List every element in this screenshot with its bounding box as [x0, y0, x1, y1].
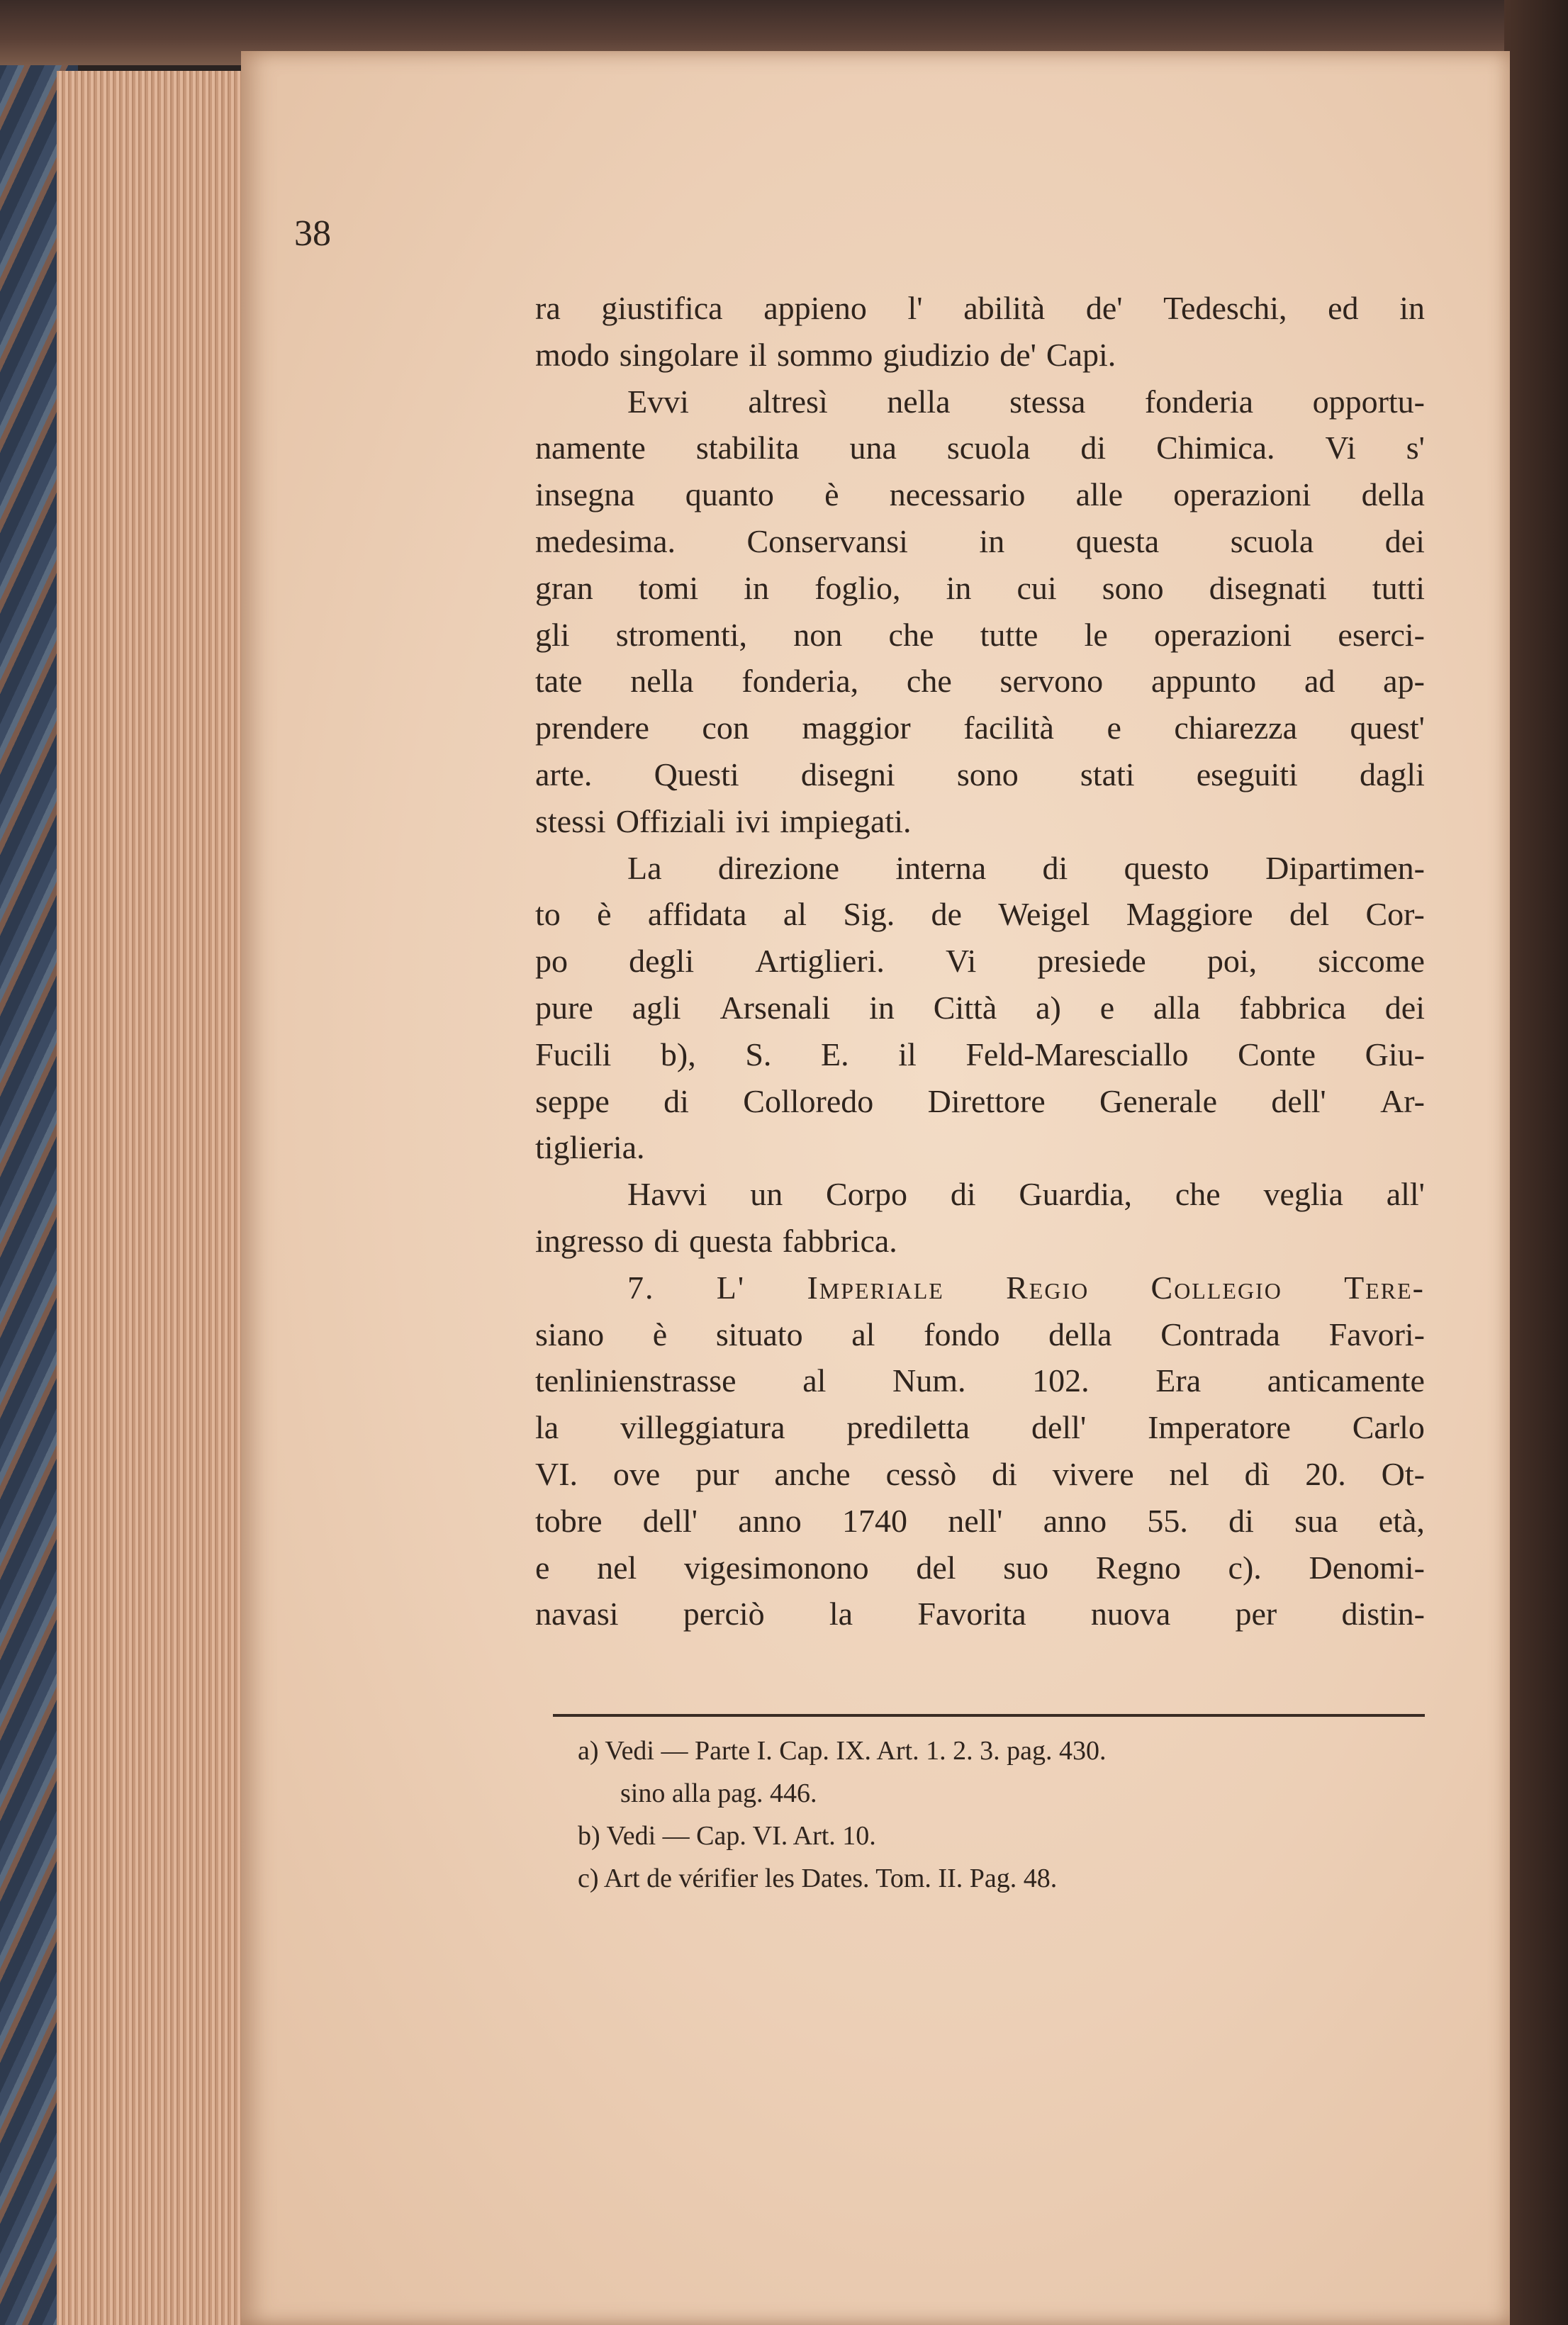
word: in: [744, 569, 770, 606]
word: anticamente: [1267, 1362, 1425, 1399]
word: che: [888, 616, 934, 653]
word: a): [1036, 989, 1061, 1026]
word: necessario: [889, 476, 1026, 513]
page-number: 38: [294, 213, 331, 254]
word: nell': [948, 1502, 1003, 1539]
word: giustifica: [601, 290, 723, 326]
word: nel: [1169, 1455, 1209, 1492]
word: opportu-: [1312, 383, 1425, 420]
word: Collegio: [1150, 1269, 1282, 1306]
footnote: sino alla pag. 446.: [620, 1778, 817, 1808]
text-line: [535, 1124, 1425, 1171]
word: perciò: [683, 1596, 765, 1632]
word: Conte: [1238, 1036, 1316, 1072]
word: singolare: [619, 336, 739, 373]
word: E.: [821, 1036, 849, 1072]
word: Denomi-: [1309, 1549, 1425, 1586]
word: della: [1361, 476, 1425, 513]
word: modo: [535, 336, 610, 373]
word: Vi: [1325, 430, 1356, 466]
text-line: [535, 1311, 1425, 1358]
word: distin-: [1341, 1596, 1425, 1632]
word: tate: [535, 663, 583, 700]
word: interna: [895, 849, 987, 886]
word: S.: [745, 1036, 772, 1072]
word: l': [907, 290, 923, 326]
word: poi,: [1206, 943, 1258, 980]
word: ra: [535, 290, 561, 326]
word: Offiziali: [615, 802, 726, 839]
word: di: [1228, 1502, 1254, 1539]
word: altresì: [748, 383, 828, 420]
word: Carlo: [1352, 1409, 1425, 1446]
text-line: [535, 612, 1425, 659]
word: in: [869, 989, 895, 1026]
word: non: [793, 616, 843, 653]
word: per: [1235, 1596, 1277, 1632]
text-line: [535, 1265, 1425, 1311]
text-line: [535, 798, 1425, 845]
word: sua: [1294, 1502, 1338, 1539]
word: seppe: [535, 1082, 610, 1119]
word: fabbrica.: [782, 1222, 897, 1259]
word: ad: [1304, 663, 1335, 700]
word: impiegati.: [780, 802, 912, 839]
word: stessa: [1009, 383, 1086, 420]
word: direzione: [717, 849, 840, 886]
footnote-divider: [553, 1714, 1425, 1717]
word: 102.: [1032, 1362, 1090, 1399]
word: Direttore: [927, 1082, 1046, 1119]
word: c).: [1228, 1549, 1262, 1586]
word: 55.: [1147, 1502, 1188, 1539]
word: in: [1399, 290, 1425, 326]
word: tenlinienstrasse: [535, 1362, 737, 1399]
word: questo: [1124, 849, 1209, 886]
word: operazioni: [1173, 476, 1311, 513]
text-line: [535, 1498, 1425, 1545]
word: insegna: [535, 476, 635, 513]
word: questa: [1075, 522, 1160, 559]
text-line: [535, 938, 1425, 985]
word: tiglieria.: [535, 1129, 645, 1166]
text-line: [535, 1591, 1425, 1637]
word: le: [1084, 616, 1108, 653]
word: situato: [715, 1316, 803, 1352]
word: appunto: [1150, 663, 1257, 700]
word: operazioni: [1154, 616, 1292, 653]
word: Vi: [946, 943, 977, 980]
text-line: [535, 1451, 1425, 1498]
word: Tedeschi,: [1163, 290, 1287, 326]
text-line: [535, 1171, 1425, 1218]
word: Imperatore: [1148, 1409, 1291, 1446]
word: chiarezza: [1174, 710, 1297, 746]
word: nella: [630, 663, 694, 700]
word: facilità: [963, 710, 1054, 746]
word: con: [702, 710, 749, 746]
text-line: [535, 1357, 1425, 1404]
word: Chimica.: [1156, 430, 1275, 466]
word: cui: [1017, 569, 1057, 606]
word: gran: [535, 569, 593, 606]
word: dei: [1384, 989, 1425, 1026]
word: Corpo: [826, 1176, 908, 1213]
word: Giu-: [1365, 1036, 1425, 1072]
word: b),: [660, 1036, 696, 1072]
text-line: [535, 518, 1425, 565]
word: s': [1406, 430, 1425, 466]
word: L': [716, 1269, 746, 1306]
word: 1740: [841, 1502, 907, 1539]
footnote: a) Vedi — Parte I. Cap. IX. Art. 1. 2. 3. pag. 430.: [578, 1736, 1107, 1766]
word: e: [1099, 989, 1115, 1026]
word: dell': [1271, 1082, 1326, 1119]
word: siccome: [1318, 943, 1425, 980]
binding-right-edge: [1504, 0, 1568, 2325]
word: di: [663, 1082, 689, 1119]
word: dell': [1031, 1409, 1087, 1446]
word: al: [783, 896, 807, 933]
word: Tere-: [1344, 1269, 1425, 1306]
word: Colloredo: [743, 1082, 874, 1119]
word: stabilita: [695, 430, 800, 466]
word: ed: [1328, 290, 1359, 326]
word: di: [1042, 849, 1068, 886]
word: vigesimonono: [683, 1549, 869, 1586]
word: età,: [1378, 1502, 1425, 1539]
word: e: [535, 1549, 550, 1586]
word: Num.: [892, 1362, 966, 1399]
word: Questi: [654, 756, 739, 792]
word: suo: [1003, 1549, 1049, 1586]
footnote: b) Vedi — Cap. VI. Art. 10.: [578, 1821, 876, 1851]
word: Fucili: [535, 1036, 612, 1072]
word: è: [597, 896, 612, 933]
word: cessò: [885, 1455, 957, 1492]
word: Favori-: [1328, 1316, 1425, 1352]
word: dell': [642, 1502, 698, 1539]
word: Città: [933, 989, 997, 1026]
word: to: [535, 896, 561, 933]
word: ap-: [1383, 663, 1425, 700]
text-line: [535, 332, 1425, 379]
word: Ar-: [1380, 1082, 1425, 1119]
word: disegnati: [1209, 569, 1327, 606]
word: sommo: [776, 336, 873, 373]
word: del: [916, 1549, 956, 1586]
word: dagli: [1359, 756, 1425, 792]
word: namente: [535, 430, 646, 466]
word: pur: [695, 1455, 739, 1492]
word: VI.: [535, 1455, 578, 1492]
word: de': [1085, 290, 1123, 326]
word: tutte: [980, 616, 1038, 653]
footnote: c) Art de vérifier les Dates. Tom. II. Pag. 48.: [578, 1864, 1058, 1893]
word: Feld-Maresciallo: [965, 1036, 1189, 1072]
word: agli: [632, 989, 681, 1026]
body-text: [535, 285, 1425, 1637]
text-line: [535, 285, 1425, 332]
word: sono: [1102, 569, 1164, 606]
word: al: [851, 1316, 875, 1352]
word: Contrada: [1160, 1316, 1280, 1352]
word: questa: [689, 1222, 773, 1259]
word: Capi.: [1046, 336, 1116, 373]
word: appieno: [763, 290, 867, 326]
word: in: [946, 569, 972, 606]
word: anno: [1043, 1502, 1107, 1539]
word: po: [535, 943, 568, 980]
word: Artiglieri.: [755, 943, 885, 980]
word: ivi: [735, 802, 771, 839]
footnotes: [578, 1730, 1414, 1900]
word: Regno: [1095, 1549, 1181, 1586]
text-line: [535, 471, 1425, 518]
word: Guardia,: [1019, 1176, 1133, 1213]
word: che: [906, 663, 952, 700]
word: scuola: [946, 430, 1031, 466]
text-line: [535, 845, 1425, 892]
text-line: [535, 985, 1425, 1031]
word: degli: [629, 943, 695, 980]
word: Regio: [1006, 1269, 1090, 1306]
word: al: [802, 1362, 827, 1399]
word: una: [849, 430, 897, 466]
word: navasi: [535, 1596, 619, 1632]
word: di: [992, 1455, 1017, 1492]
text-line: [535, 425, 1425, 471]
word: scuola: [1230, 522, 1314, 559]
word: giudizio: [883, 336, 990, 373]
word: eseguiti: [1196, 756, 1298, 792]
word: stati: [1080, 756, 1135, 792]
word: Maggiore: [1126, 896, 1253, 933]
page-stack-edges: [57, 71, 269, 2325]
word: medesima.: [535, 522, 676, 559]
word: siano: [535, 1316, 605, 1352]
word: stromenti,: [615, 616, 748, 653]
word: Conservansi: [746, 522, 908, 559]
word: Favorita: [917, 1596, 1026, 1632]
word: ove: [612, 1455, 661, 1492]
word: Sig.: [843, 896, 895, 933]
word: fabbrica: [1239, 989, 1346, 1026]
word: Weigel: [998, 896, 1090, 933]
word: di: [654, 1222, 680, 1259]
word: alle: [1075, 476, 1123, 513]
text-line: [535, 658, 1425, 705]
word: prediletta: [846, 1409, 970, 1446]
word: La: [627, 849, 662, 886]
text-line: [535, 891, 1425, 938]
word: abilità: [963, 290, 1046, 326]
word: Generale: [1099, 1082, 1218, 1119]
word: il: [749, 336, 767, 373]
text-line: [535, 1031, 1425, 1078]
word: alla: [1153, 989, 1201, 1026]
word: è: [652, 1316, 668, 1352]
word: de': [999, 336, 1036, 373]
word: Havvi: [627, 1176, 707, 1213]
word: de: [931, 896, 962, 933]
word: un: [750, 1176, 783, 1213]
word: Ot-: [1381, 1455, 1425, 1492]
word: maggior: [802, 710, 911, 746]
word: tutti: [1372, 569, 1425, 606]
word: della: [1048, 1316, 1112, 1352]
word: quanto: [685, 476, 774, 513]
word: che: [1175, 1176, 1221, 1213]
word: la: [535, 1409, 559, 1446]
word: stessi: [535, 802, 606, 839]
word: fondo: [924, 1316, 1000, 1352]
word: veglia: [1263, 1176, 1343, 1213]
word: dì: [1244, 1455, 1270, 1492]
word: ingresso: [535, 1222, 644, 1259]
text-line: [535, 1078, 1425, 1125]
word: è: [824, 476, 839, 513]
word: foglio,: [814, 569, 901, 606]
text-line: [535, 1404, 1425, 1451]
word: eserci-: [1338, 616, 1425, 653]
word: fonderia,: [741, 663, 859, 700]
word: tomi: [638, 569, 699, 606]
word: nel: [597, 1549, 637, 1586]
word: del: [1289, 896, 1330, 933]
word: 20.: [1305, 1455, 1346, 1492]
word: il: [898, 1036, 917, 1072]
text-line: [535, 1545, 1425, 1591]
word: dei: [1384, 522, 1425, 559]
word: servono: [999, 663, 1104, 700]
word: disegni: [800, 756, 895, 792]
text-line: [535, 565, 1425, 612]
word: sono: [956, 756, 1019, 792]
word: Cor-: [1365, 896, 1425, 933]
text-line: [535, 751, 1425, 798]
word: affidata: [647, 896, 747, 933]
word: gli: [535, 616, 570, 653]
word: Era: [1155, 1362, 1202, 1399]
word: prendere: [535, 710, 649, 746]
word: villeggiatura: [620, 1409, 785, 1446]
word: fonderia: [1144, 383, 1254, 420]
text-line: [535, 705, 1425, 751]
word: e: [1107, 710, 1121, 746]
word: anche: [774, 1455, 851, 1492]
text-line: [535, 379, 1425, 425]
word: presiede: [1037, 943, 1146, 980]
word: vivere: [1052, 1455, 1134, 1492]
text-line: [535, 1218, 1425, 1265]
word: nella: [887, 383, 951, 420]
word: di: [950, 1176, 976, 1213]
word: arte.: [535, 756, 593, 792]
word: anno: [738, 1502, 802, 1539]
word: Imperiale: [807, 1269, 944, 1306]
word: Evvi: [627, 383, 689, 420]
word: la: [829, 1596, 853, 1632]
word: 7.: [627, 1269, 655, 1306]
word: in: [979, 522, 1005, 559]
word: tobre: [535, 1502, 603, 1539]
word: di: [1080, 430, 1107, 466]
word: all': [1386, 1176, 1425, 1213]
word: Dipartimen-: [1265, 849, 1425, 886]
word: pure: [535, 989, 593, 1026]
word: nuova: [1090, 1596, 1171, 1632]
word: quest': [1350, 710, 1425, 746]
word: Arsenali: [719, 989, 831, 1026]
